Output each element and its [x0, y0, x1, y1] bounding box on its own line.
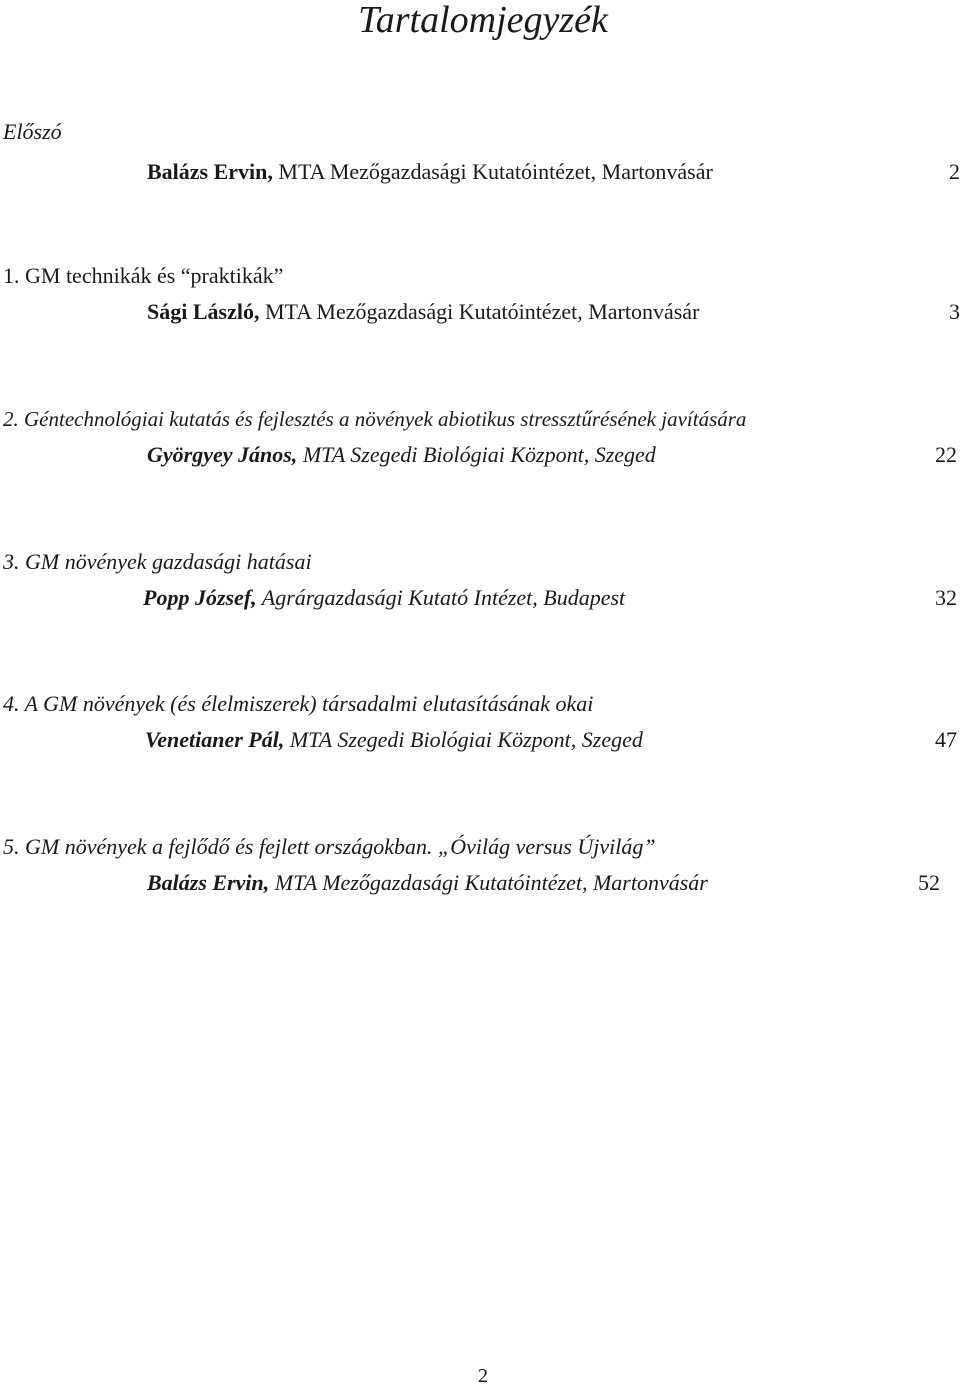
toc-entry-author-line: [145, 726, 643, 754]
toc-entry-page: 2: [949, 159, 960, 184]
toc-entry-title: 3. GM növények gazdasági hatásai: [3, 549, 312, 574]
toc-entry-author: Balázs Ervin,: [147, 159, 273, 184]
toc-entry-affiliation: MTA Mezőgazdasági Kutatóintézet, Martonvásár: [272, 159, 713, 184]
footer-page-number: 2: [478, 1365, 488, 1387]
toc-entry-author-line: [147, 869, 708, 897]
toc-entry-affiliation: MTA Szegedi Biológiai Központ, Szeged: [297, 442, 656, 467]
toc-entry-page: 22: [935, 442, 957, 467]
toc-entry-author: Venetianer Pál,: [145, 727, 285, 752]
toc-entry-title: 5. GM növények a fejlődő és fejlett országokban. „Óvilág versus Újvilág”: [3, 834, 656, 859]
toc-entry-author: Balázs Ervin,: [147, 870, 270, 895]
toc-entry-affiliation: MTA Mezőgazdasági Kutatóintézet, Martonvásár: [259, 299, 700, 324]
toc-entry-title: 4. A GM növények (és élelmiszerek) társadalmi elutasításának okai: [3, 691, 594, 716]
toc-entry-author: Popp József,: [143, 585, 257, 610]
page-title: Tartalomjegyzék: [358, 0, 608, 41]
toc-entry-author-line: [147, 158, 713, 186]
toc-entry-affiliation: Agrárgazdasági Kutató Intézet, Budapest: [256, 585, 626, 610]
toc-entry-author-line: [143, 584, 625, 612]
toc-entry-page: 32: [935, 585, 957, 610]
toc-entry-author-line: [147, 441, 656, 469]
toc-entry-author: Györgyey János,: [147, 442, 298, 467]
toc-entry-affiliation: MTA Mezőgazdasági Kutatóintézet, Martonvásár: [269, 870, 708, 895]
toc-entry-page: 52: [918, 870, 940, 895]
toc-entry-author-line: [147, 298, 699, 326]
toc-entry-title: 2. Géntechnológiai kutatás és fejlesztés a növények abiotikus stressztűrésének javítására: [3, 407, 747, 431]
toc-entry-page: 47: [935, 727, 957, 752]
toc-entry-title: 1. GM technikák és “praktikák”: [3, 263, 284, 288]
toc-entry-author: Sági László,: [147, 299, 260, 324]
toc-entry-page: 3: [949, 299, 960, 324]
toc-entry-title: Előszó: [3, 119, 62, 144]
toc-entry-affiliation: MTA Szegedi Biológiai Központ, Szeged: [284, 727, 643, 752]
